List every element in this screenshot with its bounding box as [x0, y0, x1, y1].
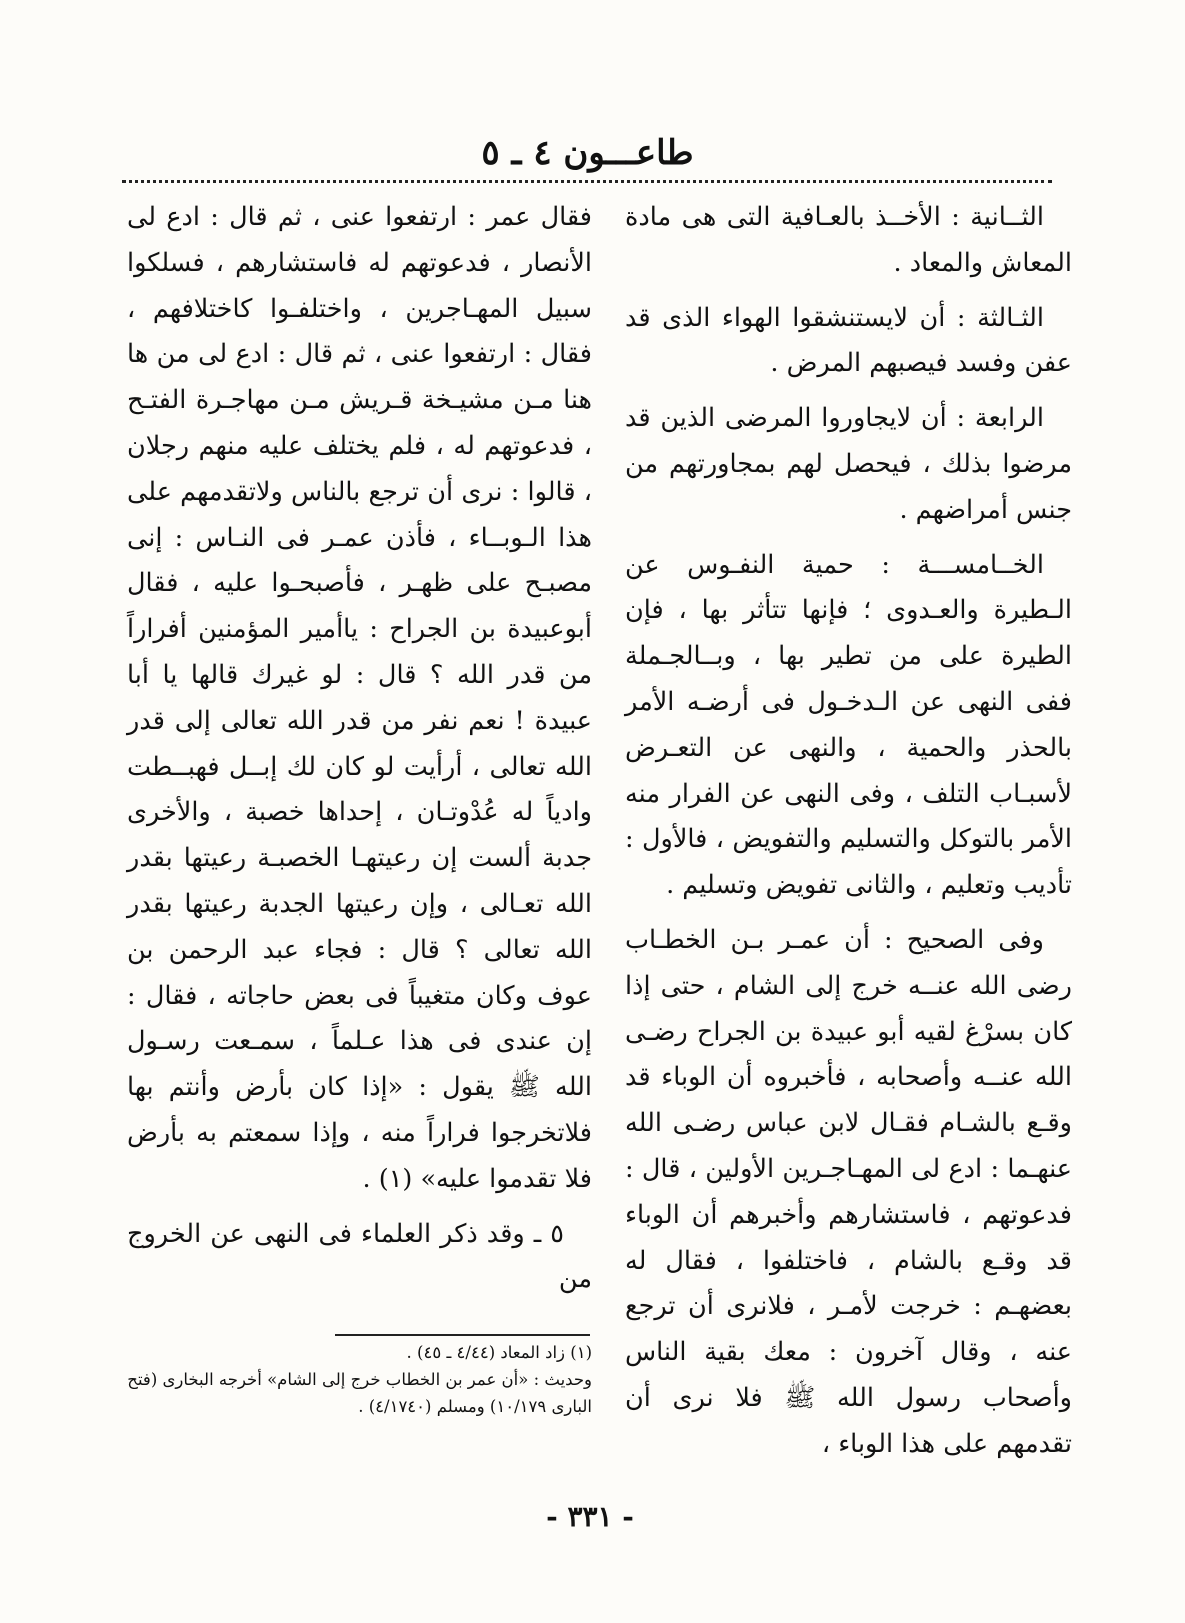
footnote: وحديث : «أن عمر بن الخطاب خرج إلى الشام» أخرجه البخارى (فتح البارى ١٠/١٧٩) ومسلم (٤/١٧٤٠) .: [127, 1370, 592, 1416]
running-header: طاعـــون ٤ ـ ٥: [481, 133, 694, 173]
paragraph: الثـالثة : أن لايستنشقوا الهواء الذى قد عفن وفسد فيصبهم المرض .: [625, 302, 1072, 379]
footnotes: [127, 1339, 592, 1420]
paragraph: فقال عمر : ارتفعوا عنى ، ثم قال : ادع لى الأنصار ، فدعوتهم له فاستشارهم ، فسلكوا سبيل المهـاجرين ، واختلفـوا كاختلافهم ، فقال : ارتفعوا عنى ، ثم قال : ادع لى من ها هنا مـن مشيـخة قـريش مـن مهاجـرة الفتـح ، فدعوتهم له ، فلم يختلف عليه منهم رجلان ، قالوا : نرى أن ترجع بالناس ولاتقدمهم على هذا الـوبــاء ، فأذن عمـر فى النـاس : إنى مصبـح على ظهـر ، فأصبحـوا عليه ، فقال أبوعبيدة بن الجراح : ياأمير المؤمنين أفراراً من قدر الله ؟ قال : لو غيرك قالها يا أبا عبيدة ! نعم نفر من قدر الله تعالى إلى قدر الله تعالى ، أرأيت لو كان لك إبــل فهبــطت وادياً له عُدْوتـان ، إحداها خصبة ، والأخرى جدبة ألست إن رعيتهـا الخصبـة رعيتها بقدر الله تعـالى ، وإن رعيتها الجدبة رعيتها بقدر الله تعالى ؟ قال : فجاء عبد الرحمن بن عوف وكان متغيباً فى بعض حاجاته ، فقال : إن عندى فى هذا عـلماً ، سمـعت رسـول الله ﷺ يقول : «إذا كان بأرض وأنتم بها فلاتخرجوا فراراً منه ، وإذا سمعتم به بأرض فلا تقدموا عليه» (١) .: [127, 202, 592, 1194]
footnote: (١) زاد المعاد (٤/٤٤ ـ ٤٥) .: [406, 1343, 592, 1362]
header-dotted-rule: [122, 180, 1052, 183]
left-text-column: [127, 195, 592, 1312]
paragraph: ٥ ـ وقد ذكر العلماء فى النهى عن الخروج من: [127, 1218, 592, 1295]
paragraph: وفى الصحيح : أن عمـر بـن الخطـاب رضى الله عنــه خرج إلى الشام ، حتى إذا كان بسرْغ لقيه أبو عبيدة بن الجراح رضـى الله عنــه وأصحابه ، فأخبروه أن الوباء قد وقـع بالشـام فقـال لابن عباس رضـى الله عنهـما : ادع لى المهـاجـرين الأولين ، قال : فدعوتهم ، فاستشارهم وأخبرهم أن الوباء قد وقـع بالشام ، فاختلفوا ، فقال له بعضهـم : خرجت لأمـر ، فلانرى أن ترجع عنه ، وقال آخرون : معك بقية الناس وأصحاب رسول الله ﷺ فلا نرى أن تقدمهم على هذا الوباء ،: [625, 924, 1072, 1459]
right-text-column: [625, 195, 1072, 1477]
paragraph: الرابعة : أن لايجاوروا المرضى الذين قد مرضوا بذلك ، فيحصل لهم بمجاورتهم من جنس أمراضهم .: [625, 403, 1072, 525]
footnote-separator: [335, 1334, 590, 1336]
paragraph: الثــانية : الأخــذ بالعـافية التى هى مادة المعاش والمعاد .: [625, 202, 1072, 278]
paragraph: الخــامســـة : حمية النفـوس عن الـطيرة والعـدوى ؛ فإنها تتأثر بها ، فإن الطيرة على من تطير بها ، وبــالجـملة ففى النهى عن الـدخـول فى أرضـه الأمر بالحذر والحمية ، والنهى عن التعـرض لأسبـاب التلف ، وفى النهى عن الفرار منه الأمر بالتوكل والتسليم والتفويض ، فالأول : تأديب وتعليم ، والثانى تفويض وتسليم .: [625, 549, 1072, 901]
page-number: - ٣٣١ -: [546, 1500, 634, 1533]
